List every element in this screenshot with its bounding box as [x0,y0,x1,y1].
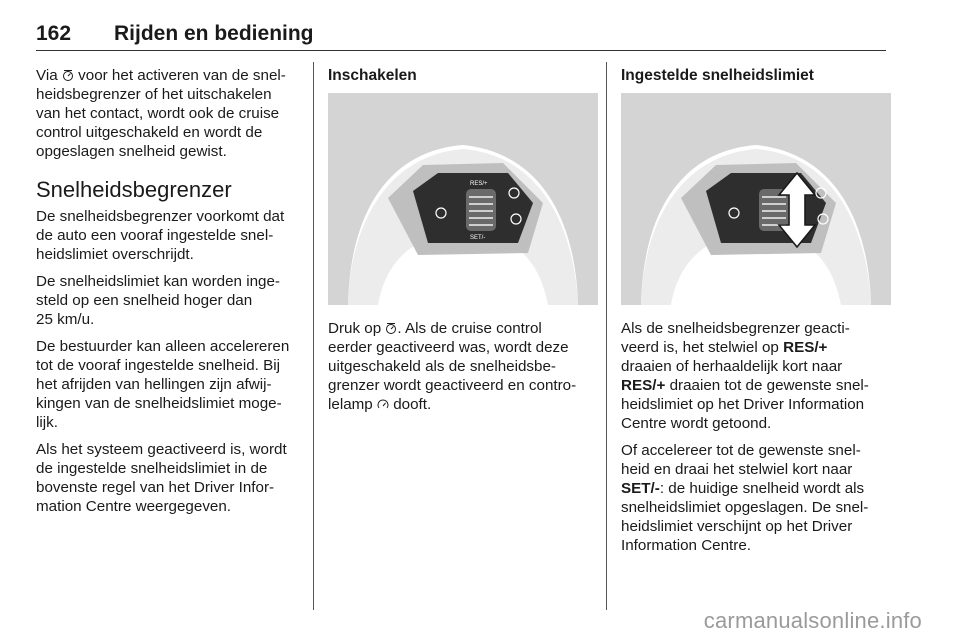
col1-paragraph-2: De snelheidsbegrenzer voorkomt dat de auto een vooraf ingestelde snel- heidslimiet overschrijdt. [36,208,285,263]
column-divider-1 [313,62,314,610]
section-heading-speed-limiter: Snelheidsbegrenzer [36,177,232,202]
page-header [36,22,886,52]
section-title: Rijden en bediening [114,22,314,45]
col1-paragraph-4: De bestuurder kan alleen accelereren tot de vooraf ingestelde snelheid. Bij het afrijden van hellingen zijn afwij- kingen van de snelheidslimiet moge- lijk. [36,338,290,431]
heading-activate: Inschakelen [328,67,417,84]
speed-limiter-icon [62,68,74,81]
figure-label-res: RES/+ [470,181,488,187]
figure-label-set: SET/- [470,235,486,241]
page-number: 162 [36,22,72,45]
control-lamp-icon [377,397,389,410]
speed-limiter-icon [385,321,397,334]
column-2 [328,66,596,422]
watermark: carmanualsonline.info [703,608,922,633]
col3-paragraph-2: Of accelereer tot de gewenste snel- heid en draai het stelwiel kort naar SET/-: de huidige snelheid wordt als snelheidslimiet opgeslagen. De snel- heidslimiet verschijnt op het Driver Information Centre. [621,442,869,554]
header-rule [36,50,886,51]
column-divider-2 [606,62,607,610]
col1-paragraph-5: Als het systeem geactiveerd is, wordt de ingestelde snelheidslimiet in de bovenste regel van het Driver Infor- mation Centre weergegeven. [36,441,287,515]
column-1 [36,66,302,524]
steering-wheel-figure-activate [328,93,598,305]
col3-paragraph-1: Als de snelheidsbegrenzer geacti- veerd is, het stelwiel op RES/+ draaien of herhaaldelijk kort naar RES/+ draaien tot de gewenste snel- heidslimiet op het Driver Information Centre wordt getoond. [621,320,869,432]
column-3 [621,66,889,563]
col1-paragraph-3: De snelheidslimiet kan worden inge- steld op een snelheid hoger dan 25 km/u. [36,273,280,328]
steering-wheel-figure-set-limit [621,93,891,305]
col2-paragraph-1: Druk op . Als de cruise control eerder geactiveerd was, wordt deze uitgeschakeld als de snelheidsbe- grenzer wordt geactiveerd en contro- lelamp dooft. [328,320,577,413]
heading-set-speed-limit: Ingestelde snelheidslimiet [621,67,814,84]
col1-paragraph-1: Via voor het activeren van de snel- heidsbegrenzer of het uitschakelen van het contact, wordt ook de cruise control uitgeschakeld en wordt de opgeslagen snelheid gewist. [36,67,286,160]
